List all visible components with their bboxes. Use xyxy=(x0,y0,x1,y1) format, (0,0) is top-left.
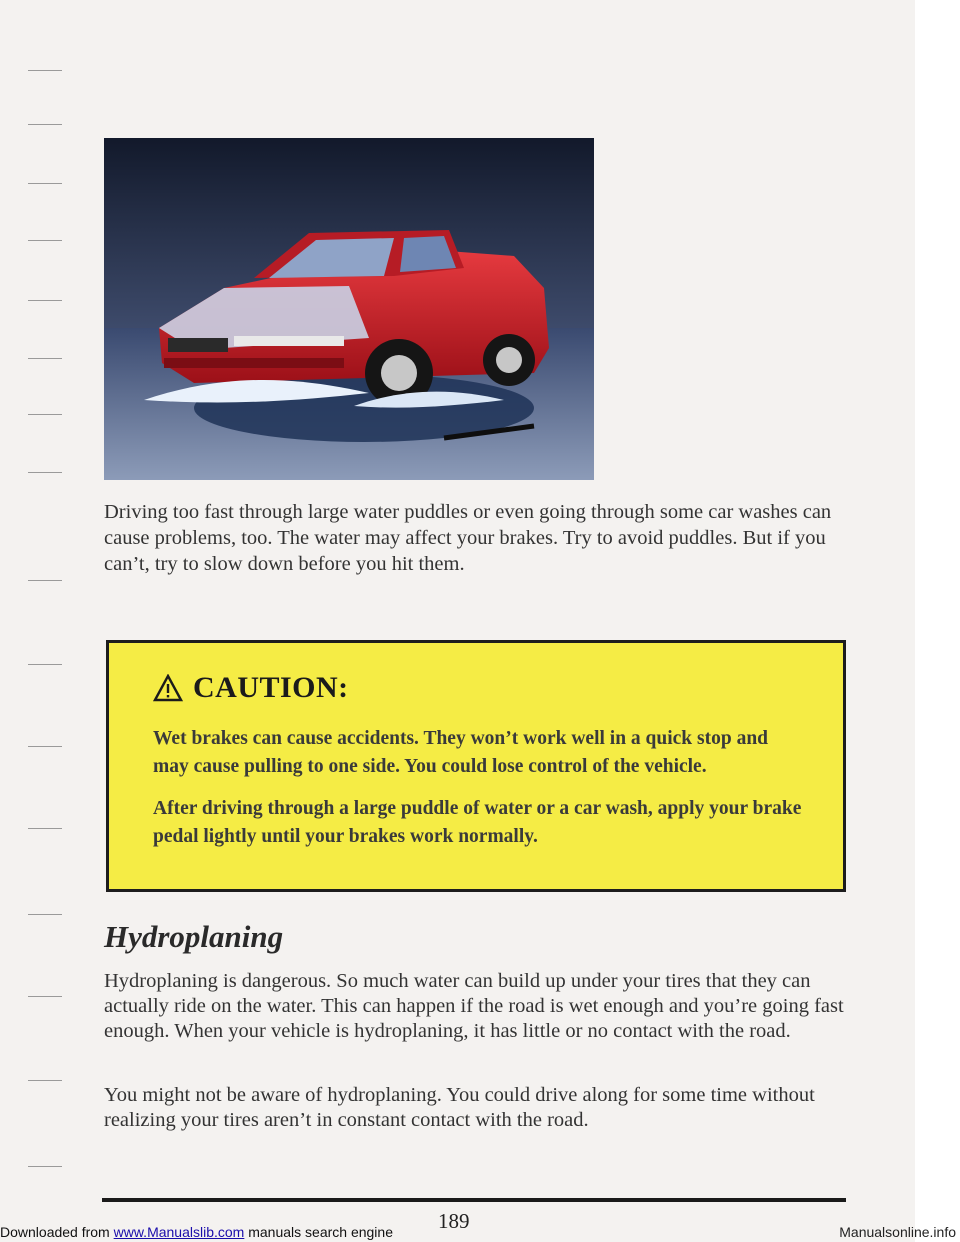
margin-tick xyxy=(28,472,62,473)
caution-title: CAUTION: xyxy=(193,671,349,704)
margin-tick xyxy=(28,124,62,125)
manualslib-link[interactable]: www.Manualslib.com xyxy=(113,1224,245,1240)
intro-paragraph: Driving too fast through large water puddles or even going through some car washes can cause problems, too. The water may affect your brakes. Try to avoid puddles. But if you can’t, try to slow down before you hit them. xyxy=(104,501,832,575)
footer-prefix: Downloaded from xyxy=(0,1224,110,1240)
footer-rule xyxy=(102,1198,846,1202)
warning-triangle-icon xyxy=(153,674,183,702)
caution-text: After driving through a large puddle of water or a car wash, apply your brake pedal lightly until your brakes work normally. xyxy=(153,798,802,847)
margin-tick xyxy=(28,746,62,747)
margin-tick xyxy=(28,70,62,71)
section-heading: Hydroplaning xyxy=(104,919,284,954)
margin-tick xyxy=(28,996,62,997)
margin-tick xyxy=(28,414,62,415)
body-paragraph: Hydroplaning is dangerous. So much water can build up under your tires that they can actually ride on the water. This can happen if the road is wet enough and you’re going fast enough. When your vehicle is hydroplaning, it has little or no contact with the road. xyxy=(104,970,844,1042)
margin-tick xyxy=(28,828,62,829)
footer-suffix: manuals search engine xyxy=(248,1224,393,1240)
caution-text: Wet brakes can cause accidents. They won’t work well in a quick stop and may cause pulling to one side. You could lose control of the vehicle. xyxy=(153,728,769,777)
footer-watermark: Manualsonline.info xyxy=(839,1224,956,1240)
body-paragraph: You might not be aware of hydroplaning. You could drive along for some time without realizing your tires aren’t in constant contact with the road. xyxy=(104,1084,815,1131)
margin-tick xyxy=(28,183,62,184)
margin-tick xyxy=(28,664,62,665)
margin-tick xyxy=(28,240,62,241)
margin-tick xyxy=(28,914,62,915)
margin-tick xyxy=(28,358,62,359)
download-footer xyxy=(0,1222,960,1242)
car-puddle-illustration xyxy=(104,138,594,480)
page-edge xyxy=(915,0,960,1242)
page-number: 189 xyxy=(438,1209,470,1233)
margin-tick xyxy=(28,1166,62,1167)
caution-box xyxy=(106,640,846,892)
footer-left xyxy=(0,1222,393,1242)
margin-tick xyxy=(28,1080,62,1081)
margin-tick xyxy=(28,580,62,581)
margin-tick xyxy=(28,300,62,301)
caution-header xyxy=(153,671,803,705)
